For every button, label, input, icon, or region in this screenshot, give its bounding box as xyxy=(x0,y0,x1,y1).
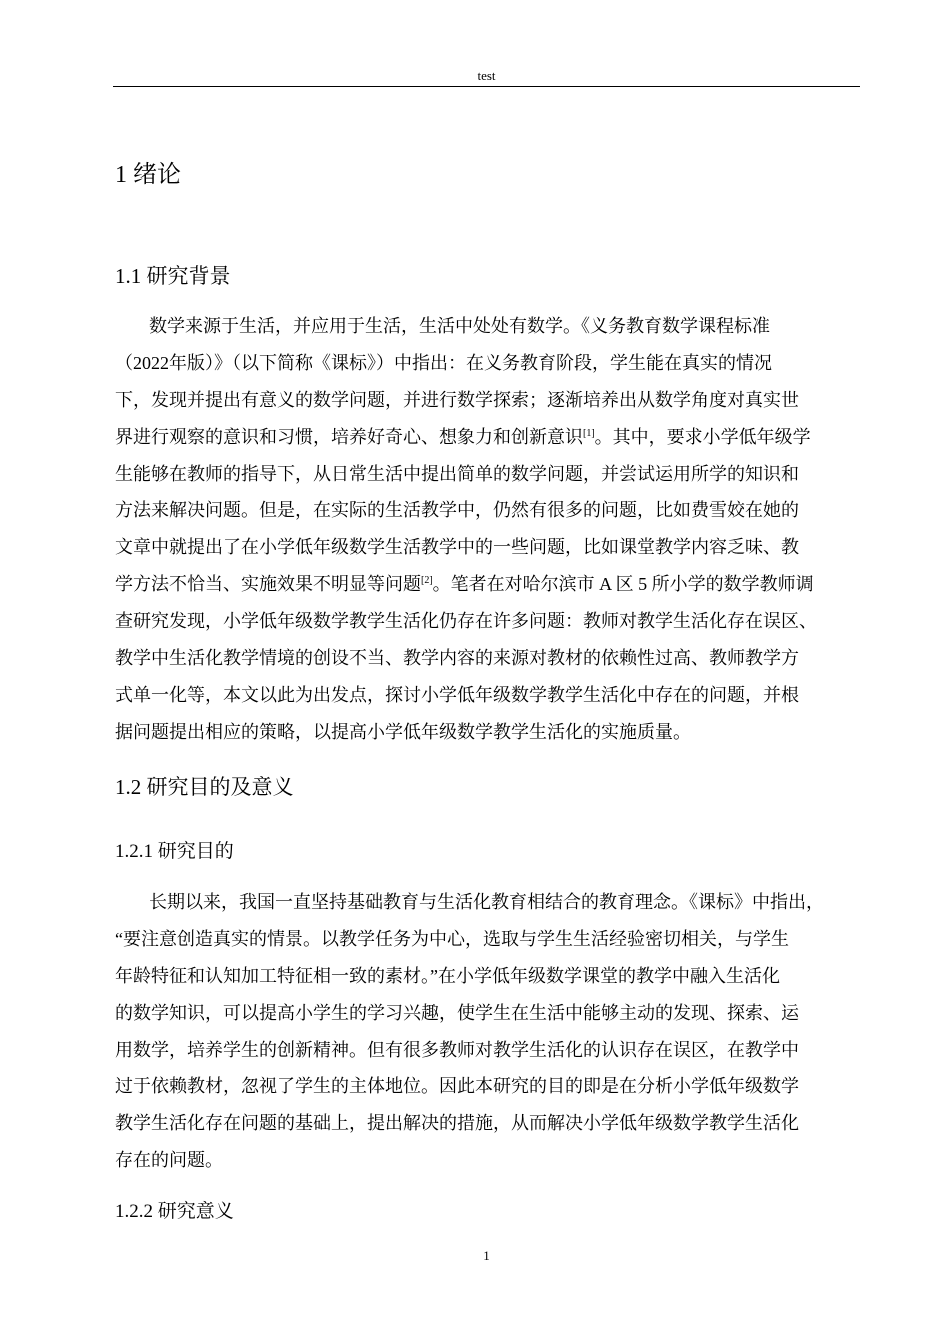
paragraph-research-purpose xyxy=(115,884,865,1179)
text-line: 方法来解决问题。但是，在实际的生活教学中，仍然有很多的问题，比如费雪姣在她的 xyxy=(115,500,799,521)
text-line: （2022年版）》（以下简称《课标》）中指出：在义务教育阶段，学生能在真实的情况 xyxy=(115,352,772,373)
text-line: 下，发现并提出有意义的数学问题，并进行数学探索；逐渐培养出从数学角度对真实世 xyxy=(115,389,799,410)
citation-ref-1[interactable]: [1] xyxy=(583,427,595,439)
page-header: test xyxy=(477,68,496,83)
text-line xyxy=(115,419,865,456)
text-line: 存在的问题。 xyxy=(115,1150,223,1171)
text-line: 文章中就提出了在小学低年级数学生活教学中的一些问题，比如课堂教学内容乏味、教 xyxy=(115,537,799,558)
section-heading-1-2-2: 1.2.2 研究意义 xyxy=(115,1201,234,1222)
text-line: 式单一化等，本文以此为出发点，探讨小学低年级数学教学生活化中存在的问题，并根 xyxy=(115,684,799,705)
text-line: 年龄特征和认知加工特征相一致的素材。”在小学低年级数学课堂的教学中融入生活化 xyxy=(115,965,780,986)
text-segment: 。笔者在对哈尔滨市 A 区 5 所小学的数学教师调 xyxy=(432,574,814,595)
text-line: “要注意创造真实的情景。以教学任务为中心，选取与学生生活经验密切相关，与学生 xyxy=(115,928,789,949)
text-line: 查研究发现，小学低年级数学教学生活化仍存在许多问题：教师对教学生活化存在误区、 xyxy=(115,611,817,632)
section-heading-1-1: 1.1 研究背景 xyxy=(115,264,231,288)
text-line: 过于依赖教材，忽视了学生的主体地位。因此本研究的目的即是在分析小学低年级数学 xyxy=(115,1076,799,1097)
text-segment: 界进行观察的意识和习惯，培养好奇心、想象力和创新意识 xyxy=(115,426,583,447)
section-heading-1-2: 1.2 研究目的及意义 xyxy=(115,775,294,799)
text-line: 教学中生活化教学情境的创设不当、教学内容的来源对教材的依赖性过高、教师教学方 xyxy=(115,648,799,669)
chapter-title: 1 绪论 xyxy=(115,162,181,188)
text-line: 的数学知识，可以提高小学生的学习兴趣，使学生在生活中能够主动的发现、探索、运 xyxy=(115,1002,799,1023)
page-number: 1 xyxy=(483,1248,490,1263)
text-line xyxy=(115,566,865,603)
header-divider xyxy=(113,86,860,87)
citation-ref-2[interactable]: [2] xyxy=(421,575,433,587)
text-segment: 学方法不恰当、实施效果不明显等问题 xyxy=(115,574,421,595)
text-line: 教学生活化存在问题的基础上，提出解决的措施，从而解决小学低年级数学教学生活化 xyxy=(115,1113,799,1134)
text-line: 长期以来，我国一直坚持基础教育与生活化教育相结合的教育理念。《课标》中指出， xyxy=(149,892,824,912)
text-line: 生能够在教师的指导下，从日常生活中提出简单的数学问题，并尝试运用所学的知识和 xyxy=(115,463,799,484)
text-segment: 。其中，要求小学低年级学 xyxy=(594,426,811,447)
text-line: 数学来源于生活，并应用于生活，生活中处处有数学。《义务教育数学课程标准 xyxy=(149,316,770,336)
text-line: 据问题提出相应的策略，以提高小学低年级数学教学生活化的实施质量。 xyxy=(115,721,691,742)
paragraph-research-background xyxy=(115,308,865,751)
text-line: 用数学，培养学生的创新精神。但有很多教师对教学生活化的认识存在误区，在教学中 xyxy=(115,1039,799,1060)
section-heading-1-2-1: 1.2.1 研究目的 xyxy=(115,841,234,862)
